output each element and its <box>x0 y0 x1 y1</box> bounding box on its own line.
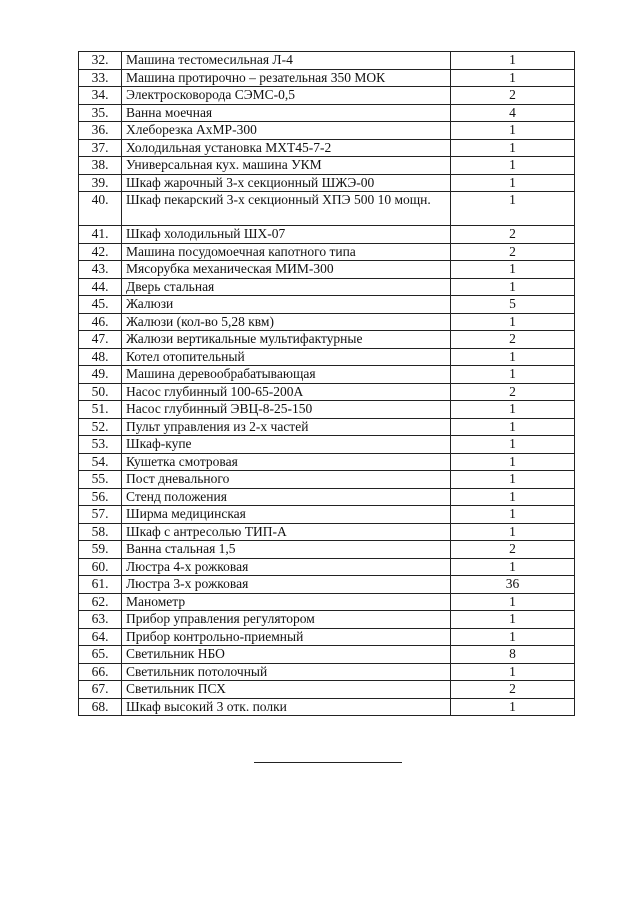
row-number-cell: 47. <box>79 331 122 349</box>
quantity-cell: 1 <box>451 471 575 489</box>
quantity-cell: 1 <box>451 418 575 436</box>
item-name-cell: Люстра 3-х рожковая <box>122 576 451 594</box>
item-name-cell: Светильник НБО <box>122 646 451 664</box>
item-name-cell: Пост дневального <box>122 471 451 489</box>
quantity-cell: 1 <box>451 558 575 576</box>
row-number-cell: 65. <box>79 646 122 664</box>
row-number-cell: 48. <box>79 348 122 366</box>
row-number-cell: 37. <box>79 139 122 157</box>
quantity-cell: 1 <box>451 174 575 192</box>
row-number-cell: 45. <box>79 296 122 314</box>
table-row <box>79 348 575 366</box>
table-row <box>79 296 575 314</box>
row-number-cell: 66. <box>79 663 122 681</box>
table-row <box>79 488 575 506</box>
row-number-cell: 64. <box>79 628 122 646</box>
row-number-cell: 56. <box>79 488 122 506</box>
item-name-cell: Машина протирочно – резательная 350 МОК <box>122 69 451 87</box>
table-row <box>79 226 575 244</box>
table-row <box>79 122 575 140</box>
item-name-cell: Универсальная кух. машина УКМ <box>122 157 451 175</box>
item-name-cell: Кушетка смотровая <box>122 453 451 471</box>
table-row <box>79 698 575 716</box>
quantity-cell: 1 <box>451 401 575 419</box>
table-row <box>79 366 575 384</box>
row-number-cell: 43. <box>79 261 122 279</box>
row-number-cell: 35. <box>79 104 122 122</box>
item-name-cell: Электросковорода СЭМС-0,5 <box>122 87 451 105</box>
table-row <box>79 52 575 70</box>
item-name-cell: Люстра 4-х рожковая <box>122 558 451 576</box>
table-row <box>79 646 575 664</box>
row-number-cell: 49. <box>79 366 122 384</box>
quantity-cell: 1 <box>451 628 575 646</box>
table-row <box>79 611 575 629</box>
table-row <box>79 453 575 471</box>
row-number-cell: 42. <box>79 243 122 261</box>
quantity-cell: 1 <box>451 523 575 541</box>
item-name-cell: Стенд положения <box>122 488 451 506</box>
item-name-cell: Мясорубка механическая МИМ-300 <box>122 261 451 279</box>
item-name-cell: Насос глубинный ЭВЦ-8-25-150 <box>122 401 451 419</box>
table-row <box>79 87 575 105</box>
item-name-cell: Шкаф жарочный 3-х секционный ШЖЭ-00 <box>122 174 451 192</box>
row-number-cell: 67. <box>79 681 122 699</box>
item-name-cell: Прибор контрольно-приемный <box>122 628 451 646</box>
quantity-cell: 2 <box>451 243 575 261</box>
quantity-cell: 4 <box>451 104 575 122</box>
item-name-cell: Ширма медицинская <box>122 506 451 524</box>
table-row <box>79 628 575 646</box>
table-row <box>79 174 575 192</box>
table-row <box>79 401 575 419</box>
table-row <box>79 593 575 611</box>
row-number-cell: 51. <box>79 401 122 419</box>
inventory-table-body <box>79 52 575 716</box>
row-number-cell: 36. <box>79 122 122 140</box>
table-row <box>79 243 575 261</box>
table-row <box>79 313 575 331</box>
item-name-cell: Прибор управления регулятором <box>122 611 451 629</box>
row-number-cell: 32. <box>79 52 122 70</box>
quantity-cell: 1 <box>451 261 575 279</box>
item-name-cell: Шкаф высокий 3 отк. полки <box>122 698 451 716</box>
item-name-cell: Пульт управления из 2-х частей <box>122 418 451 436</box>
item-name-cell: Жалюзи <box>122 296 451 314</box>
quantity-cell: 1 <box>451 313 575 331</box>
quantity-cell: 8 <box>451 646 575 664</box>
item-name-cell: Ванна моечная <box>122 104 451 122</box>
row-number-cell: 54. <box>79 453 122 471</box>
table-row <box>79 576 575 594</box>
table-row <box>79 541 575 559</box>
quantity-cell: 1 <box>451 192 575 226</box>
table-row <box>79 157 575 175</box>
item-name-cell: Машина деревообрабатывающая <box>122 366 451 384</box>
table-row <box>79 506 575 524</box>
quantity-cell: 2 <box>451 383 575 401</box>
quantity-cell: 1 <box>451 52 575 70</box>
row-number-cell: 58. <box>79 523 122 541</box>
item-name-cell: Шкаф с антресолью ТИП-А <box>122 523 451 541</box>
table-row <box>79 331 575 349</box>
quantity-cell: 2 <box>451 541 575 559</box>
quantity-cell: 1 <box>451 122 575 140</box>
item-name-cell: Жалюзи (кол-во 5,28 квм) <box>122 313 451 331</box>
table-row <box>79 261 575 279</box>
item-name-cell: Светильник ПСХ <box>122 681 451 699</box>
row-number-cell: 53. <box>79 436 122 454</box>
quantity-cell: 1 <box>451 157 575 175</box>
item-name-cell: Шкаф-купе <box>122 436 451 454</box>
table-row <box>79 278 575 296</box>
table-row <box>79 104 575 122</box>
quantity-cell: 1 <box>451 348 575 366</box>
quantity-cell: 1 <box>451 278 575 296</box>
row-number-cell: 52. <box>79 418 122 436</box>
table-row <box>79 471 575 489</box>
quantity-cell: 1 <box>451 488 575 506</box>
row-number-cell: 33. <box>79 69 122 87</box>
row-number-cell: 34. <box>79 87 122 105</box>
row-number-cell: 55. <box>79 471 122 489</box>
item-name-cell: Светильник потолочный <box>122 663 451 681</box>
quantity-cell: 1 <box>451 139 575 157</box>
item-name-cell: Шкаф пекарский 3-х секционный ХПЭ 500 10 мощн. <box>122 192 451 226</box>
row-number-cell: 57. <box>79 506 122 524</box>
quantity-cell: 1 <box>451 611 575 629</box>
quantity-cell: 2 <box>451 331 575 349</box>
quantity-cell: 2 <box>451 87 575 105</box>
row-number-cell: 59. <box>79 541 122 559</box>
row-number-cell: 39. <box>79 174 122 192</box>
item-name-cell: Насос глубинный 100-65-200А <box>122 383 451 401</box>
item-name-cell: Шкаф холодильный ШХ-07 <box>122 226 451 244</box>
row-number-cell: 44. <box>79 278 122 296</box>
quantity-cell: 1 <box>451 436 575 454</box>
quantity-cell: 2 <box>451 681 575 699</box>
item-name-cell: Машина тестомесильная Л-4 <box>122 52 451 70</box>
item-name-cell: Котел отопительный <box>122 348 451 366</box>
closing-rule <box>254 762 402 763</box>
table-row <box>79 192 575 226</box>
quantity-cell: 2 <box>451 226 575 244</box>
quantity-cell: 36 <box>451 576 575 594</box>
row-number-cell: 63. <box>79 611 122 629</box>
row-number-cell: 61. <box>79 576 122 594</box>
row-number-cell: 68. <box>79 698 122 716</box>
table-row <box>79 523 575 541</box>
row-number-cell: 46. <box>79 313 122 331</box>
table-row <box>79 69 575 87</box>
table-row <box>79 383 575 401</box>
table-row <box>79 436 575 454</box>
item-name-cell: Жалюзи вертикальные мультифактурные <box>122 331 451 349</box>
row-number-cell: 40. <box>79 192 122 226</box>
quantity-cell: 1 <box>451 453 575 471</box>
row-number-cell: 50. <box>79 383 122 401</box>
item-name-cell: Дверь стальная <box>122 278 451 296</box>
row-number-cell: 62. <box>79 593 122 611</box>
row-number-cell: 60. <box>79 558 122 576</box>
table-row <box>79 558 575 576</box>
quantity-cell: 5 <box>451 296 575 314</box>
table-row <box>79 418 575 436</box>
quantity-cell: 1 <box>451 69 575 87</box>
table-row <box>79 663 575 681</box>
quantity-cell: 1 <box>451 663 575 681</box>
inventory-table <box>78 51 575 716</box>
quantity-cell: 1 <box>451 366 575 384</box>
quantity-cell: 1 <box>451 698 575 716</box>
table-row <box>79 681 575 699</box>
row-number-cell: 41. <box>79 226 122 244</box>
item-name-cell: Холодильная установка МХТ45-7-2 <box>122 139 451 157</box>
item-name-cell: Машина посудомоечная капотного типа <box>122 243 451 261</box>
table-row <box>79 139 575 157</box>
item-name-cell: Ванна стальная 1,5 <box>122 541 451 559</box>
quantity-cell: 1 <box>451 593 575 611</box>
row-number-cell: 38. <box>79 157 122 175</box>
item-name-cell: Хлеборезка АхМР-300 <box>122 122 451 140</box>
quantity-cell: 1 <box>451 506 575 524</box>
item-name-cell: Манометр <box>122 593 451 611</box>
